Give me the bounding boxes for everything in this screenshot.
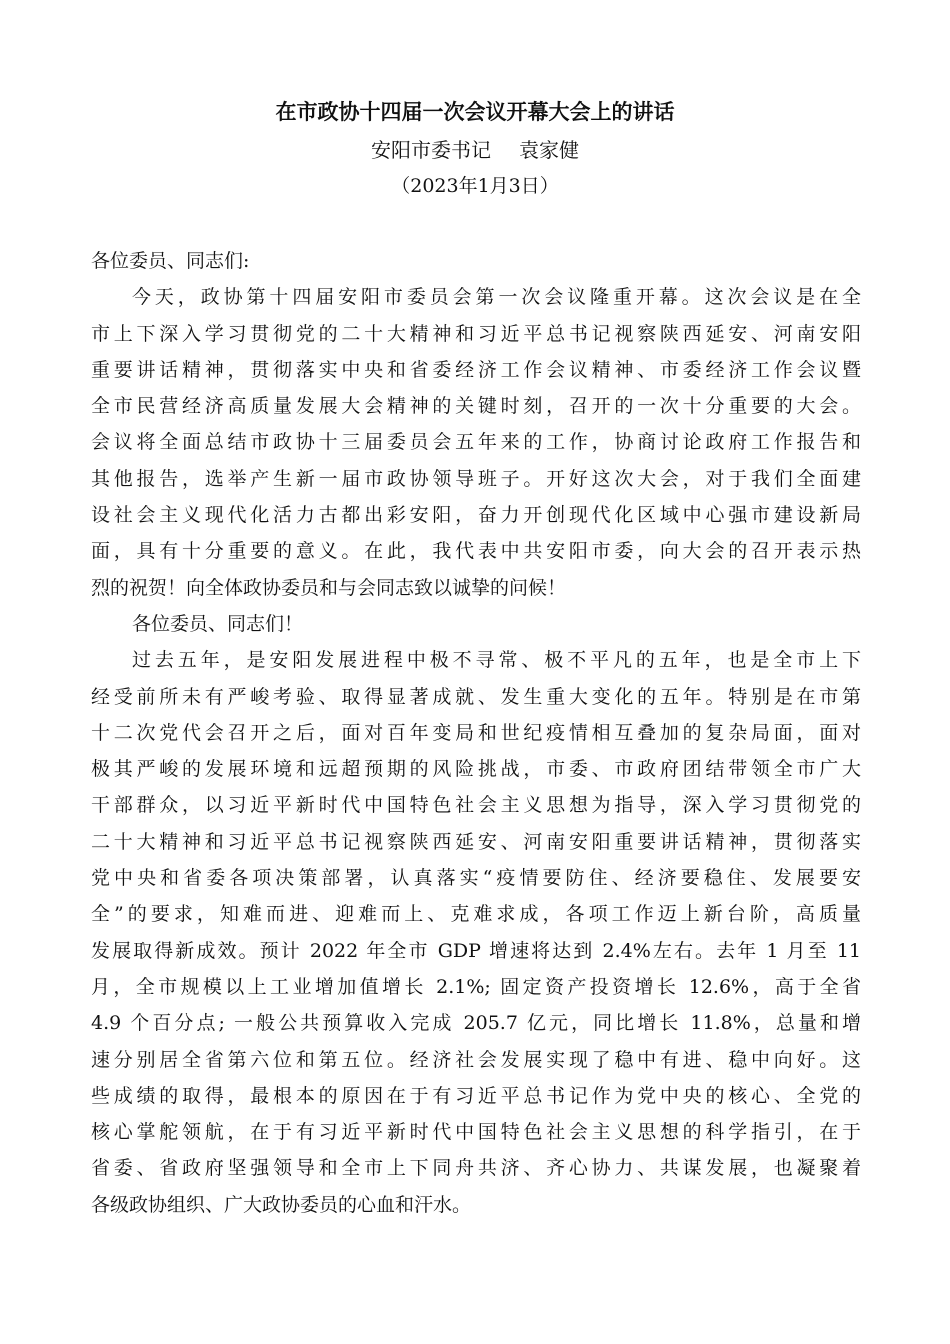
text-line: 十二次党代会召开之后，面对百年变局和世纪疫情相互叠加的复杂局面，面对 [91,721,861,744]
text-line: 过去五年，是安阳发展进程中极不寻常、极不平凡的五年，也是全市上下 [132,649,861,672]
author-name: 袁家健 [519,138,579,162]
text-line: 党中央和省委各项决策部署，认真落实“疫情要防住、经济要稳住、发展要安 [91,867,861,890]
text-line: 今天，政协第十四届安阳市委员会第一次会议隆重开幕。这次会议是在全 [132,286,861,309]
text-line: 极其严峻的发展环境和远超预期的风险挑战，市委、市政府团结带领全市广大 [91,758,861,781]
text-line: 经受前所未有严峻考验、取得显著成就、发生重大变化的五年。特别是在市第 [91,685,861,708]
text-line: 全市民营经济高质量发展大会精神的关键时刻，召开的一次十分重要的大会。 [91,395,861,418]
text-line: 二十大精神和习近平总书记视察陕西延安、河南安阳重要讲话精神，贯彻落实 [91,830,861,853]
text-line: 些成绩的取得，最根本的原因在于有习近平总书记作为党中央的核心、全党的 [91,1084,861,1107]
text-line: 其他报告，选举产生新一届市政协领导班子。开好这次大会，对于我们全面建 [91,467,861,490]
document-title: 在市政协十四届一次会议开幕大会上的讲话 [275,99,675,124]
author-role: 安阳市委书记 [371,138,491,162]
speech-date: （2023年1月3日） [391,175,559,197]
text-line: 核心掌舵领航，在于有习近平新时代中国特色社会主义思想的科学指引，在于 [91,1121,861,1144]
text-line: 省委、省政府坚强领导和全市上下同舟共济、齐心协力、共谋发展，也凝聚着 [91,1157,861,1180]
text-line: 发展取得新成效。预计 2022 年全市 GDP 增速将达到 2.4%左右。去年 1 月至 11 [91,939,861,962]
speech-body [91,243,861,1223]
text-line: 速分别居全省第六位和第五位。经济社会发展实现了稳中有进、稳中向好。这 [91,1048,861,1071]
salutation: 各位委员、同志们！ [132,612,304,635]
text-line: 市上下深入学习贯彻党的二十大精神和习近平总书记视察陕西延安、河南安阳 [91,322,861,345]
text-line: 月，全市规模以上工业增加值增长 2.1%; 固定资产投资增长 12.6%，高于全省 [91,975,861,998]
text-line: 重要讲话精神，贯彻落实中央和省委经济工作会议精神、市委经济工作会议暨 [91,358,861,381]
text-line: 设社会主义现代化活力古都出彩安阳，奋力开创现代化区域中心强市建设新局 [91,504,861,527]
text-line: 面，具有十分重要的意义。在此，我代表中共安阳市委，向大会的召开表示热 [91,540,861,563]
text-line: 烈的祝贺！向全体政协委员和与会同志致以诚挚的问候！ [91,576,567,599]
text-line: 会议将全面总结市政协十三届委员会五年来的工作，协商讨论政府工作报告和 [91,431,861,454]
text-line: 各级政协组织、广大政协委员的心血和汗水。 [91,1193,472,1216]
text-line: 4.9 个百分点; 一般公共预算收入完成 205.7 亿元，同比增长 11.8%，总量和增 [91,1012,861,1035]
text-line: 干部群众，以习近平新时代中国特色社会主义思想为指导，深入学习贯彻党的 [91,794,861,817]
text-line: 全”的要求，知难而进、迎难而上、克难求成，各项工作迈上新台阶，高质量 [91,903,861,926]
salutation: 各位委员、同志们: [91,250,250,272]
author-line [0,134,950,166]
